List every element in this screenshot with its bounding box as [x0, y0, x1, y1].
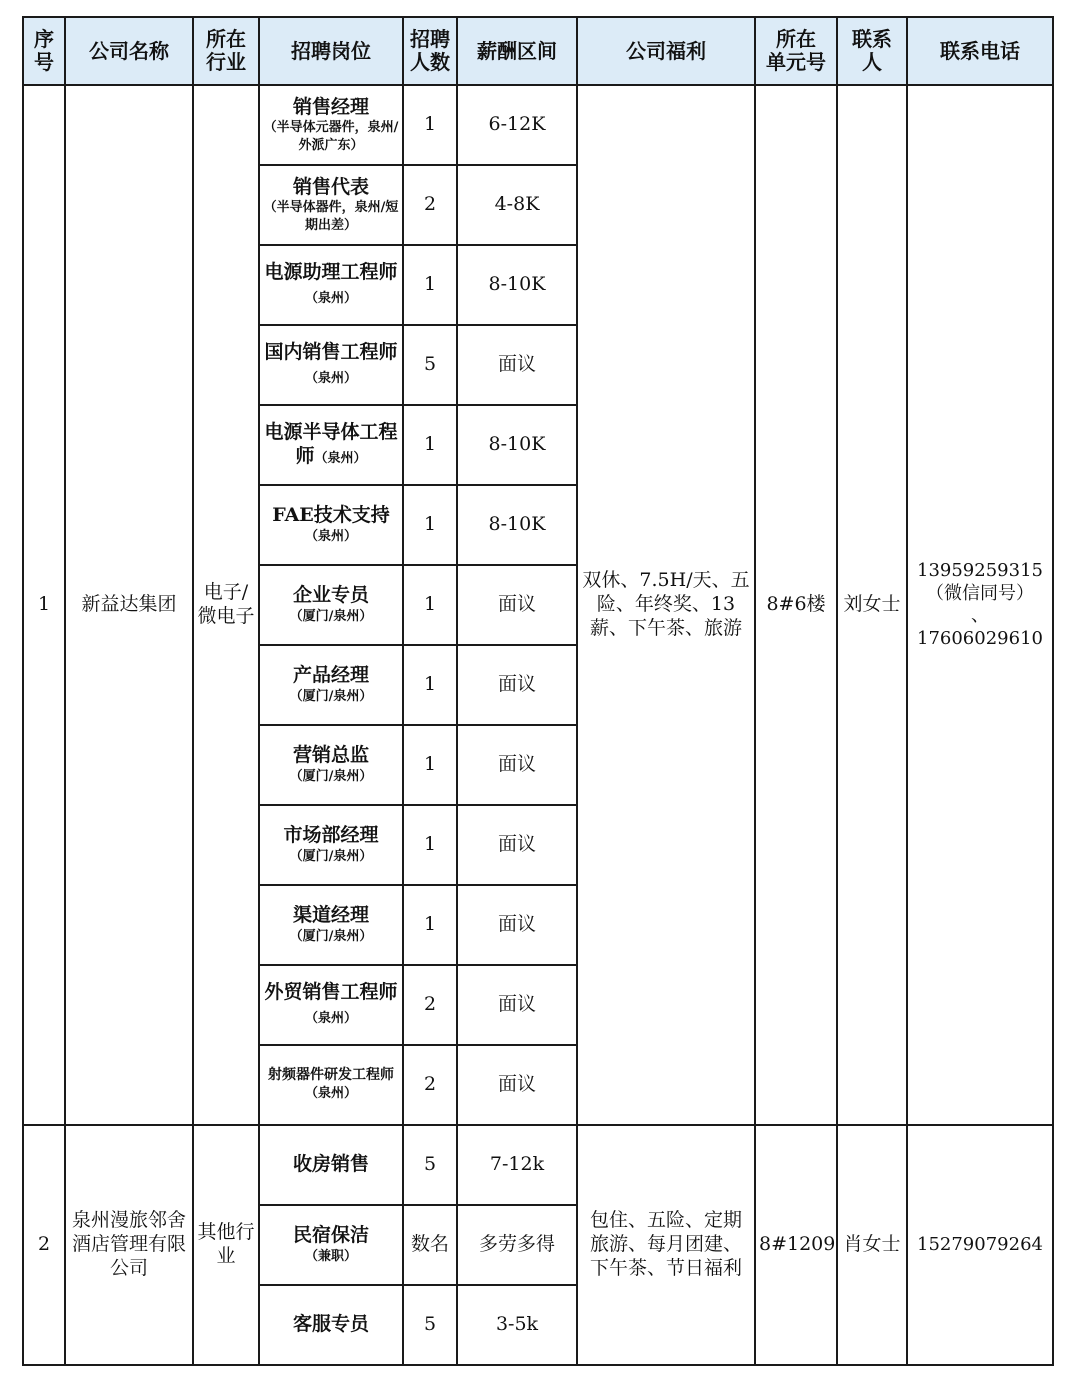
position-count: 1 [403, 725, 457, 805]
position-count: 1 [403, 565, 457, 645]
position-count: 1 [403, 85, 457, 165]
position-title: 国内销售工程师（泉州） [264, 341, 398, 386]
position-salary: 6-12K [457, 85, 577, 165]
position-title: 外贸销售工程师（泉州） [264, 981, 398, 1026]
company-phone: 15279079264 [907, 1125, 1053, 1365]
position-title: 收房销售 [292, 1153, 369, 1176]
position-salary: 面议 [457, 645, 577, 725]
position-count: 2 [403, 1045, 457, 1125]
position-title: 产品经理 [292, 664, 369, 687]
table-row [23, 85, 1053, 165]
header-company: 公司名称 [65, 17, 193, 85]
company-seq: 1 [23, 85, 65, 1125]
position-note: （泉州） [304, 529, 357, 545]
position-cell [259, 1125, 403, 1205]
position-note: （厦门/泉州） [289, 929, 373, 945]
company-unit: 8#6楼 [755, 85, 837, 1125]
position-salary: 面议 [457, 1045, 577, 1125]
phone-line: （微信同号） [926, 582, 1034, 604]
company-name: 新益达集团 [65, 85, 193, 1125]
position-title: 销售经理 [292, 95, 369, 118]
position-title: FAE技术支持 [272, 504, 390, 527]
position-note: （厦门/泉州） [289, 689, 373, 705]
position-count: 1 [403, 245, 457, 325]
header-phone: 联系电话 [907, 17, 1053, 85]
position-cell [259, 245, 403, 325]
position-title: 电源助理工程师（泉州） [264, 261, 398, 306]
header-industry: 所在 行业 [193, 17, 259, 85]
phone-line: 、17606029610 [917, 605, 1043, 649]
position-title: 民宿保洁 [292, 1224, 369, 1247]
position-cell [259, 645, 403, 725]
company-name: 泉州漫旅邻舍酒店管理有限公司 [65, 1125, 193, 1365]
position-cell [259, 405, 403, 485]
position-salary: 8-10K [457, 405, 577, 485]
company-benefits: 包住、五险、定期旅游、每月团建、下午茶、节日福利 [577, 1125, 755, 1365]
header-unit: 所在 单元号 [755, 17, 837, 85]
position-cell [259, 85, 403, 165]
position-cell [259, 325, 403, 405]
company-industry: 其他行业 [193, 1125, 259, 1365]
position-count: 1 [403, 645, 457, 725]
position-count: 1 [403, 805, 457, 885]
position-title: 射频器件研发工程师 [268, 1067, 394, 1084]
position-salary: 8-10K [457, 245, 577, 325]
position-cell [259, 1045, 403, 1125]
company-contact: 肖女士 [837, 1125, 907, 1365]
position-count: 1 [403, 405, 457, 485]
position-cell [259, 565, 403, 645]
position-count: 5 [403, 325, 457, 405]
position-title: 渠道经理 [292, 904, 369, 927]
position-title: 企业专员 [292, 584, 369, 607]
position-note: （半导体器件，泉州/短期出差） [263, 200, 399, 233]
position-note: （泉州） [304, 371, 357, 386]
position-salary: 面议 [457, 885, 577, 965]
position-note: （厦门/泉州） [289, 769, 373, 785]
position-cell [259, 165, 403, 245]
position-title: 销售代表 [292, 175, 369, 198]
position-salary: 4-8K [457, 165, 577, 245]
company-seq: 2 [23, 1125, 65, 1365]
company-contact: 刘女士 [837, 85, 907, 1125]
company-phone [907, 85, 1053, 1125]
position-salary: 7-12k [457, 1125, 577, 1205]
position-salary: 多劳多得 [457, 1205, 577, 1285]
position-count: 5 [403, 1285, 457, 1365]
position-salary: 面议 [457, 325, 577, 405]
position-count: 数名 [403, 1205, 457, 1285]
position-note: （泉州） [314, 451, 367, 466]
position-note: （泉州） [304, 1011, 357, 1026]
position-count: 2 [403, 165, 457, 245]
position-note: （厦门/泉州） [289, 609, 373, 625]
position-count: 5 [403, 1125, 457, 1205]
table-header [23, 17, 1053, 85]
table-row [23, 1125, 1053, 1205]
position-cell [259, 485, 403, 565]
position-cell [259, 725, 403, 805]
position-count: 1 [403, 885, 457, 965]
position-cell [259, 965, 403, 1045]
position-title: 客服专员 [292, 1313, 369, 1336]
header-benefits: 公司福利 [577, 17, 755, 85]
phone-line: 13959259315 [917, 560, 1043, 581]
position-salary: 面议 [457, 725, 577, 805]
position-salary: 3-5k [457, 1285, 577, 1365]
position-note: （泉州） [304, 291, 357, 306]
position-cell [259, 805, 403, 885]
position-count: 2 [403, 965, 457, 1045]
position-salary: 面议 [457, 965, 577, 1045]
position-cell [259, 1285, 403, 1365]
position-title: 电源半导体工程师（泉州） [264, 421, 398, 467]
position-title: 市场部经理 [283, 824, 379, 847]
position-title: 营销总监 [292, 744, 369, 767]
position-salary: 面议 [457, 805, 577, 885]
company-industry: 电子/微电子 [193, 85, 259, 1125]
position-note: （兼职） [304, 1249, 357, 1265]
position-salary: 8-10K [457, 485, 577, 565]
header-position: 招聘岗位 [259, 17, 403, 85]
company-benefits: 双休、7.5H/天、五险、年终奖、13薪、下午茶、旅游 [577, 85, 755, 1125]
position-cell [259, 885, 403, 965]
header-contact: 联系 人 [837, 17, 907, 85]
recruitment-table [22, 16, 1054, 1366]
position-cell [259, 1205, 403, 1285]
position-note: （厦门/泉州） [289, 849, 373, 865]
header-count: 招聘 人数 [403, 17, 457, 85]
header-seq: 序 号 [23, 17, 65, 85]
header-salary: 薪酬区间 [457, 17, 577, 85]
company-unit: 8#1209 [755, 1125, 837, 1365]
position-salary: 面议 [457, 565, 577, 645]
position-note: （泉州） [304, 1085, 357, 1101]
position-note: （半导体元器件，泉州/外派广东） [263, 120, 399, 153]
position-count: 1 [403, 485, 457, 565]
